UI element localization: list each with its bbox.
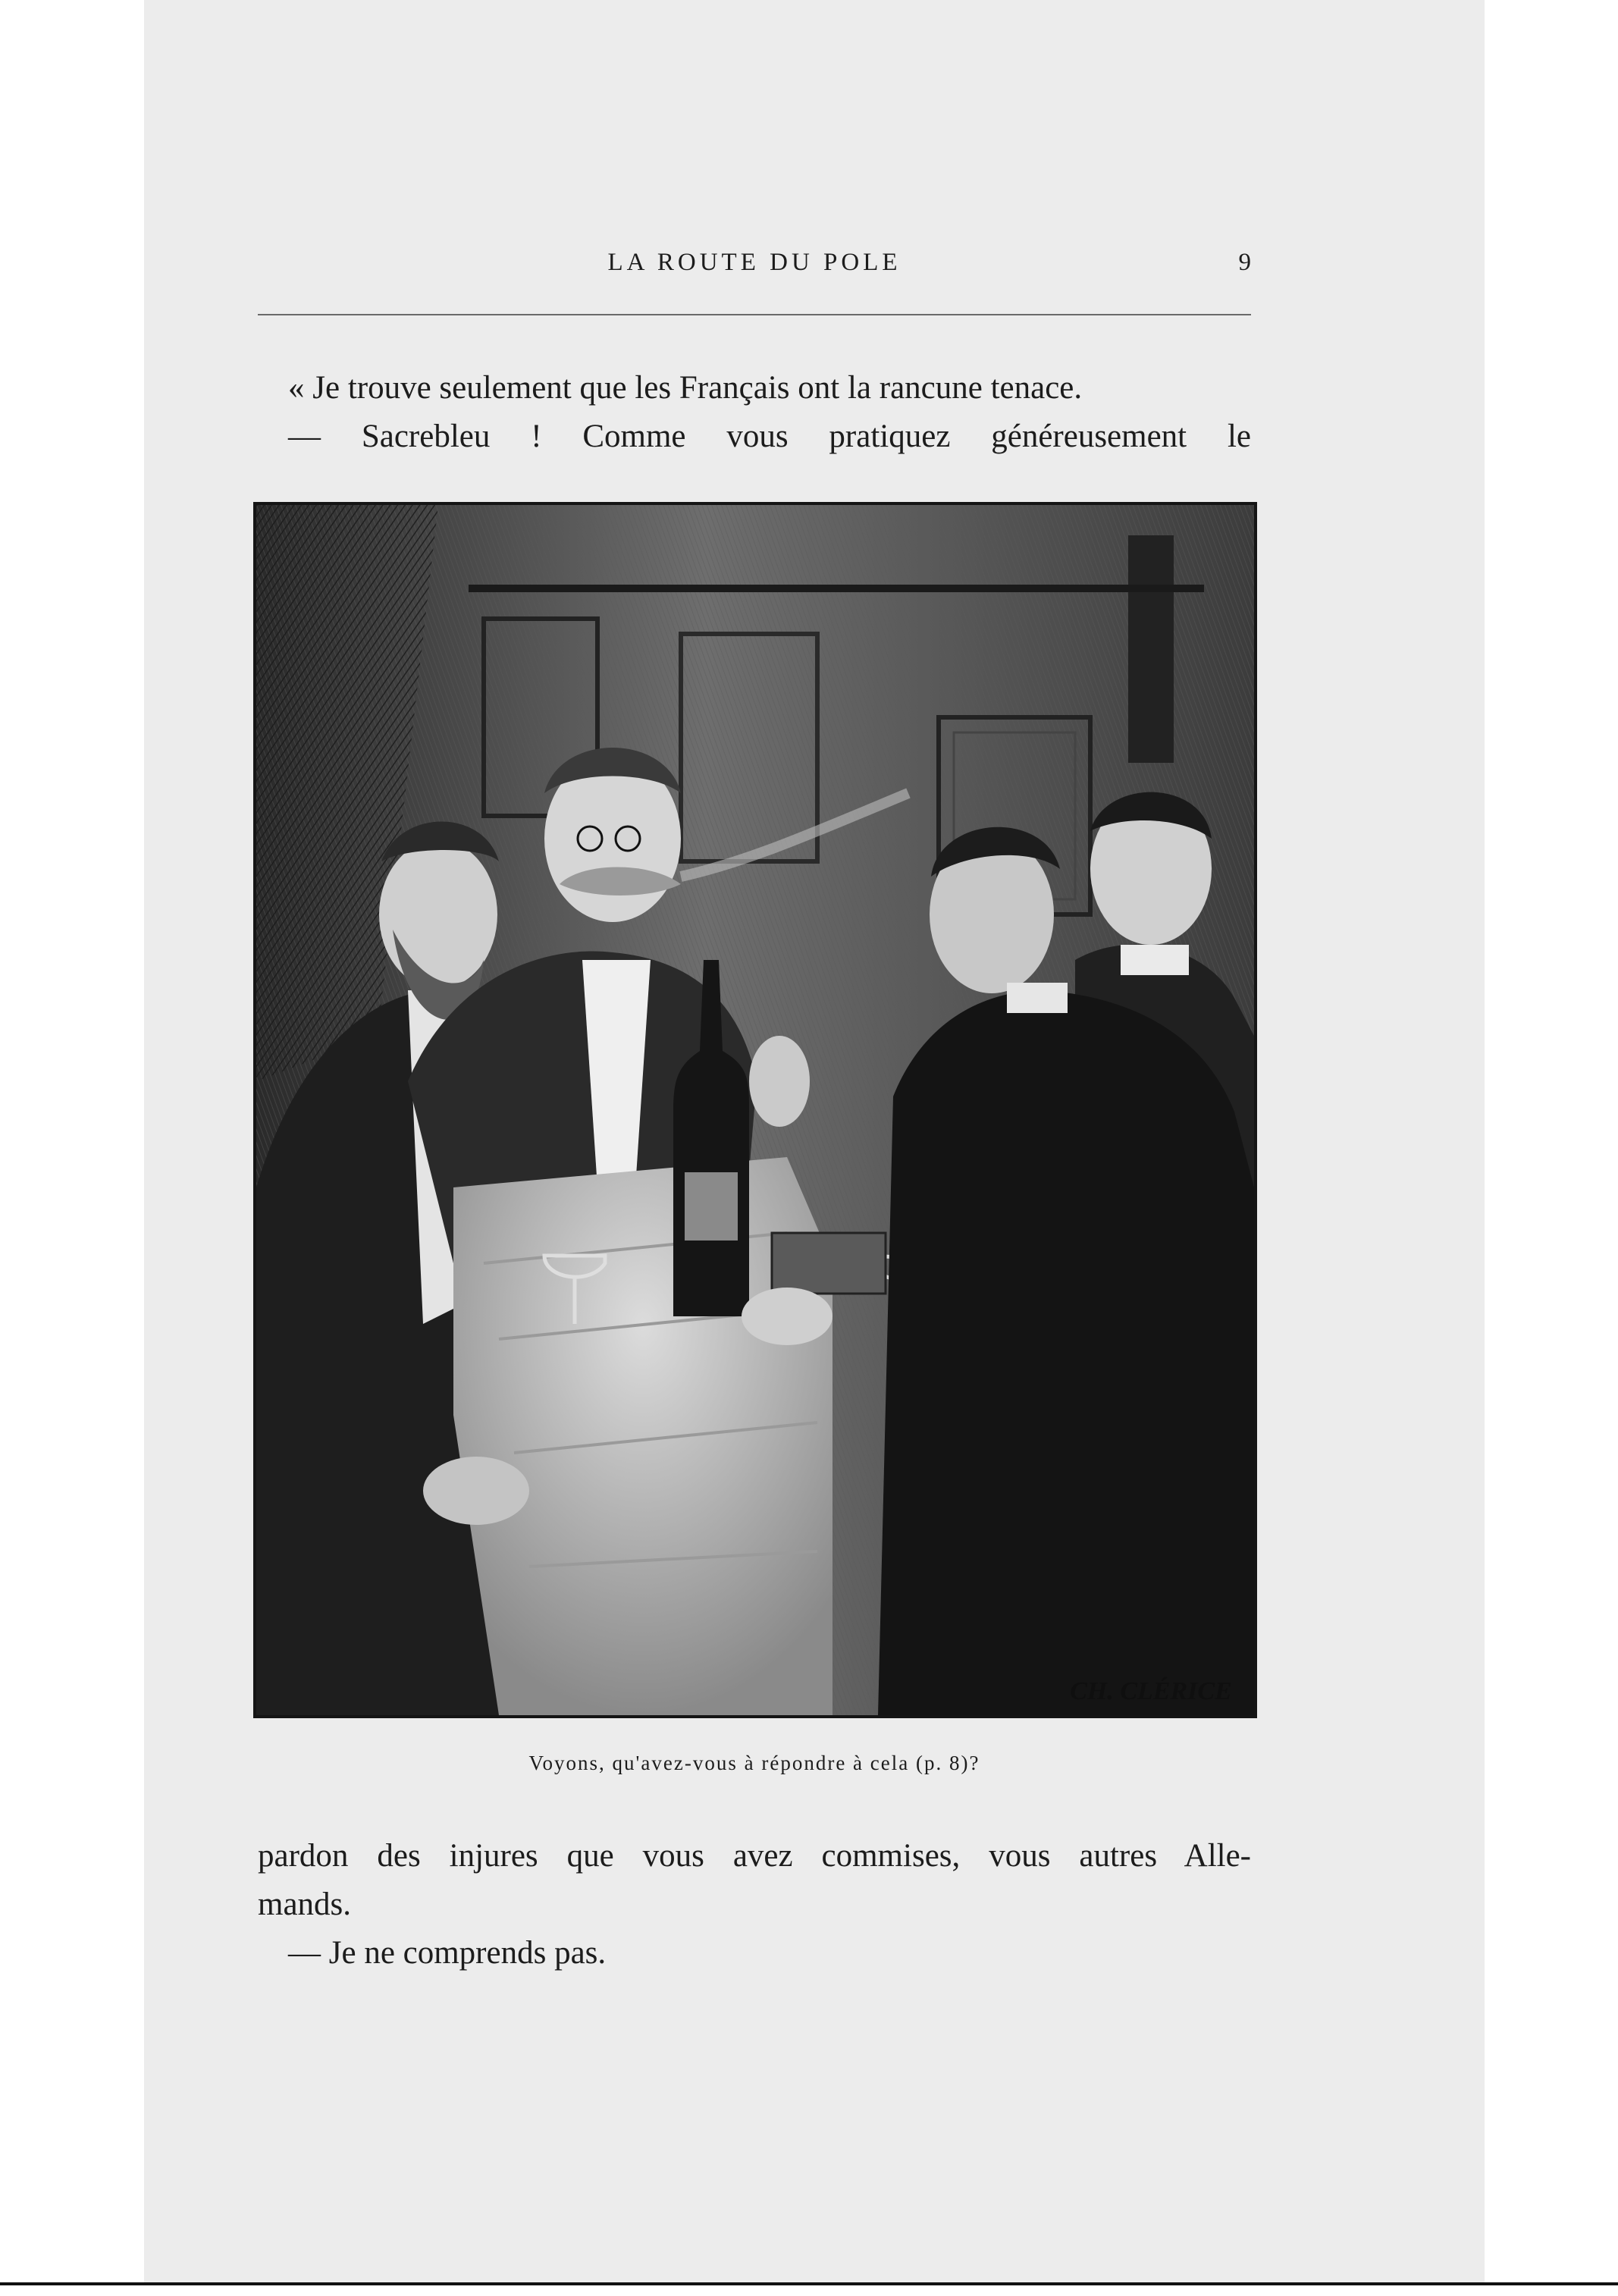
text-line: mands.	[258, 1887, 352, 1922]
cigar-box	[772, 1233, 886, 1294]
bottle-label	[685, 1172, 738, 1241]
illustration-caption: Voyons, qu'avez-vous à répondre à cela (p. 8)?	[528, 1752, 980, 1774]
page-number: 9	[1238, 249, 1251, 276]
text-line: « Je trouve seulement que les Français ont la rancune tenace.	[288, 370, 1083, 406]
engraving-illustration	[253, 502, 1257, 1718]
back-man-collar	[1121, 945, 1189, 975]
front-man-collar	[1007, 983, 1068, 1013]
front-man-body	[878, 990, 1254, 1715]
text-line: pardon des injures que vous avez commises, vous autres Alle-	[258, 1838, 1251, 1874]
left-man-head	[379, 840, 497, 989]
text-before-illustration	[258, 364, 1251, 461]
hand-on-table	[742, 1288, 833, 1345]
running-head	[258, 249, 1251, 282]
gesturing-hand	[749, 1036, 810, 1127]
left-man-hands	[423, 1457, 529, 1525]
running-title: LA ROUTE DU POLE	[607, 249, 902, 276]
text-line: — Je ne comprends pas.	[288, 1935, 607, 1971]
header-rule	[258, 314, 1251, 315]
engraving-drawing	[256, 505, 1254, 1715]
text-after-illustration	[258, 1832, 1251, 1978]
text-line: — Sacrebleu ! Comme vous pratiquez généreusement le	[288, 419, 1251, 454]
scan-bottom-edge	[0, 2282, 1618, 2285]
wall-pilaster	[1128, 535, 1174, 763]
artist-signature: CH. CLÉRICE	[1070, 1677, 1232, 1705]
